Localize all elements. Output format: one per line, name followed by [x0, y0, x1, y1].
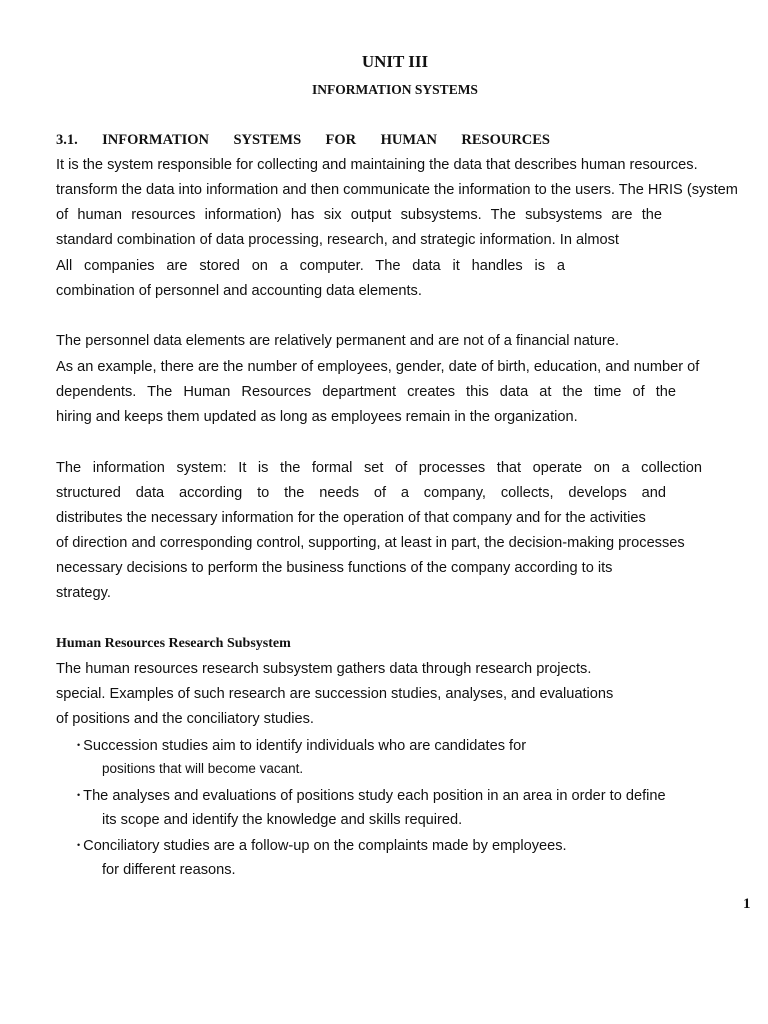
bullet-text: Conciliatory studies are a follow-up on the complaints made by employees. — [83, 838, 567, 854]
section-number: 3.1. — [56, 132, 78, 148]
bullet-continuation: its scope and identify the knowledge and skills required. — [102, 812, 463, 828]
paragraph-2-line: As an example, there are the number of employees, gender, date of birth, education, and number of — [56, 359, 700, 375]
unit-title: UNIT III — [361, 52, 429, 71]
paragraph-1-line: It is the system responsible for collecting and maintaining the data that describes human resources. — [56, 157, 698, 173]
page-number: 1 — [743, 896, 751, 912]
paragraph-2-line: hiring and keeps them updated as long as employees remain in the organization. — [56, 409, 578, 425]
bullet-marker: • — [77, 840, 81, 850]
paragraph-3-line: structured data according to the needs of a company, collects, develops and — [56, 485, 666, 501]
unit-subtitle: INFORMATION SYSTEMS — [312, 82, 478, 97]
section-heading-word: SYSTEMS — [233, 132, 302, 148]
paragraph-1-line: standard combination of data processing, research, and strategic information. In almost — [56, 232, 619, 248]
paragraph-3-line: necessary decisions to perform the business functions of the company according to its — [56, 560, 613, 576]
section-heading — [56, 129, 550, 151]
paragraph-3-line: The information system: It is the formal set of processes that operate on a collection — [56, 460, 702, 476]
bullet-item — [77, 735, 526, 756]
section-heading-word: FOR — [325, 132, 357, 148]
bullet-item — [77, 785, 666, 806]
paragraph-2-line: dependents. The Human Resources department creates this data at the time of the — [56, 384, 676, 400]
paragraph-1-line: All companies are stored on a computer. The data it handles is a — [56, 258, 565, 274]
paragraph-1-line: transform the data into information and then communicate the information to the users. The HRIS (system — [56, 182, 738, 198]
paragraph-3-line: strategy. — [56, 585, 111, 601]
paragraph-2-line: The personnel data elements are relatively permanent and are not of a financial nature. — [56, 333, 620, 349]
paragraph-3-line: of direction and corresponding control, supporting, at least in part, the decision-making processes — [56, 535, 685, 551]
paragraph-3-line: distributes the necessary information for the operation of that company and for the activities — [56, 510, 646, 526]
subsection-intro-line: of positions and the conciliatory studies. — [56, 711, 314, 727]
section-heading-word: INFORMATION — [102, 132, 210, 148]
bullet-marker: • — [77, 740, 81, 750]
subsection-intro-line: special. Examples of such research are succession studies, analyses, and evaluations — [56, 686, 614, 702]
subsection-intro-line: The human resources research subsystem gathers data through research projects. — [56, 661, 592, 677]
paragraph-1-line: of human resources information) has six output subsystems. The subsystems are the — [56, 207, 662, 223]
section-heading-word: HUMAN — [380, 132, 437, 148]
subsection-heading: Human Resources Research Subsystem — [56, 636, 291, 651]
bullet-marker: • — [77, 790, 81, 800]
section-heading-word: RESOURCES — [461, 132, 550, 148]
bullet-text: Succession studies aim to identify individuals who are candidates for — [83, 738, 527, 754]
paragraph-1-line: combination of personnel and accounting data elements. — [56, 283, 422, 299]
bullet-continuation: for different reasons. — [102, 862, 236, 878]
bullet-text: The analyses and evaluations of positions study each position in an area in order to define — [83, 788, 666, 804]
bullet-item — [77, 835, 567, 856]
bullet-continuation: positions that will become vacant. — [102, 761, 304, 776]
